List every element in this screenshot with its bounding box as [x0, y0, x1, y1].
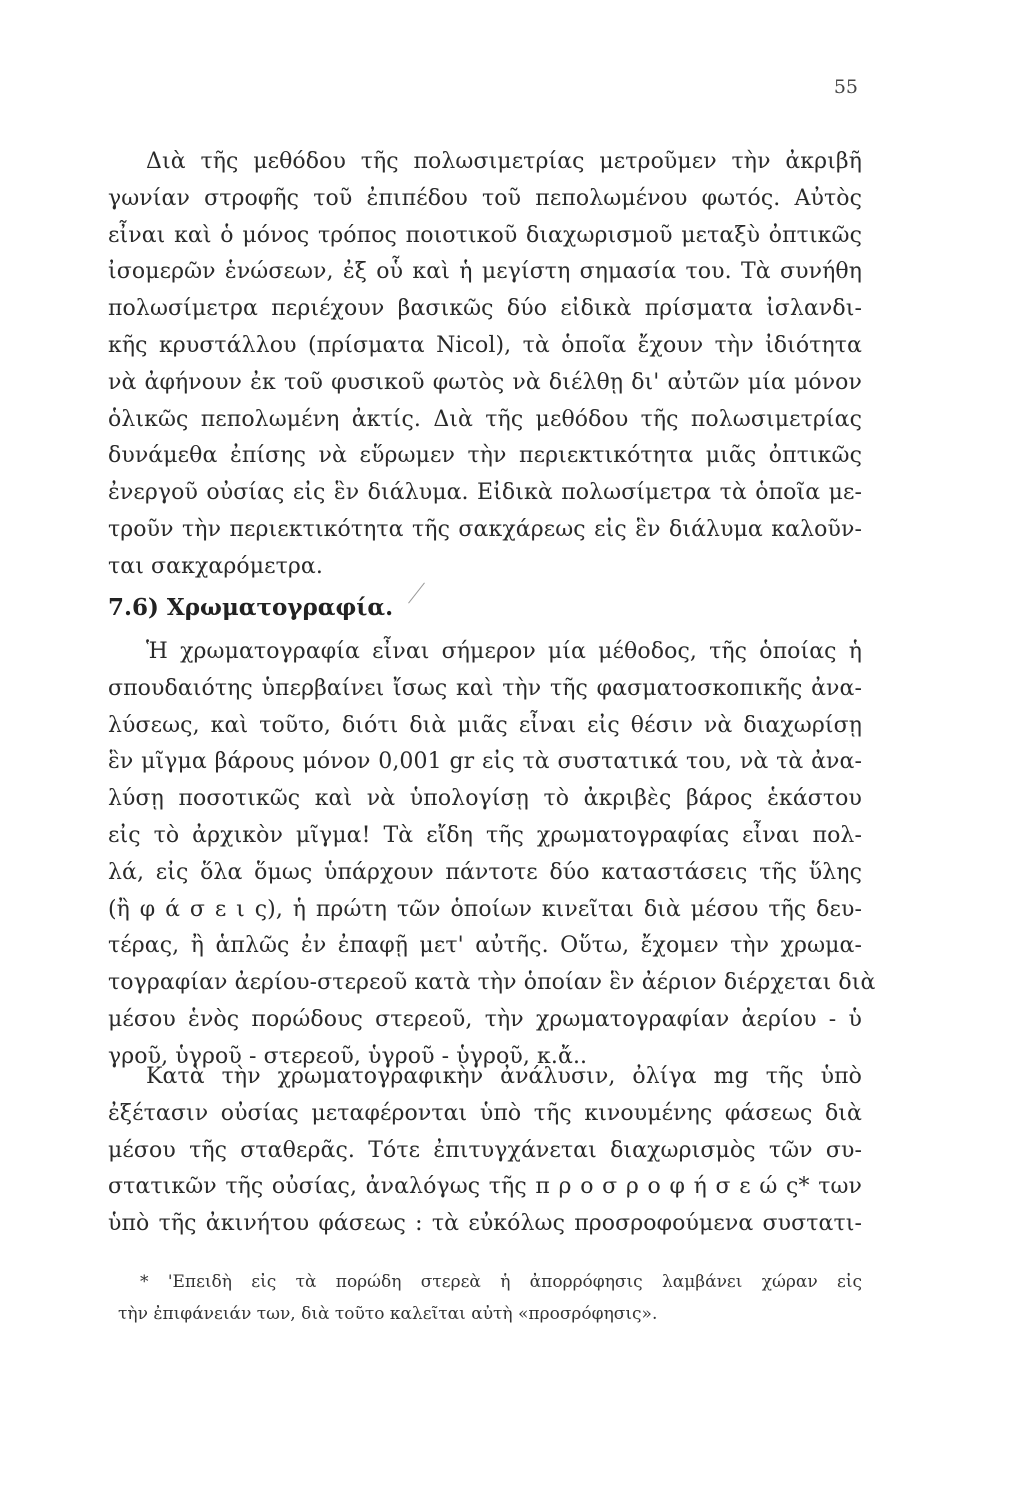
footnote-line: τὴν ἐπιφάνειάν των, διὰ τοῦτο καλεῖται αὐτὴ «προσρόφησις». — [118, 1304, 658, 1324]
text-line: δυνάμεθα ἐπίσης νὰ εὕρωμεν τὴν περιεκτικότητα μιᾶς ὀπτικῶς — [108, 443, 862, 469]
text-line: τροῦν τὴν περιεκτικότητα τῆς σακχάρεως εἰς ἓν διάλυμα καλοῦν- — [108, 516, 862, 542]
text-line: εἰς τὸ ἀρχικὸν μῖγμα! Τὰ εἴδη τῆς χρωματογραφίας εἶναι πολ- — [108, 822, 862, 848]
paragraph-polarimetry — [108, 144, 862, 586]
paragraph-chromatography-intro — [108, 634, 876, 1076]
text-line: νὰ ἀφήνουν ἐκ τοῦ φυσικοῦ φωτὸς νὰ διέλθῃ δι' αὐτῶν μία μόνον — [108, 369, 862, 395]
text-line: ἐνεργοῦ οὐσίας εἰς ἓν διάλυμα. Εἰδικὰ πολωσίμετρα τὰ ὁποῖα με- — [108, 480, 862, 506]
text-line: στατικῶν τῆς οὐσίας, ἀναλόγως τῆς π ρ ο σ ρ ο φ ή σ ε ώ ς* των — [108, 1174, 862, 1200]
text-line: μέσου ἑνὸς πορώδους στερεοῦ, τὴν χρωματογραφίαν ἀερίου - ὑ — [108, 1006, 862, 1032]
text-line: κῆς κρυστάλλου (πρίσματα Nicol), τὰ ὁποῖα ἔχουν τὴν ἰδιότητα — [108, 332, 862, 358]
text-line: ται σακχαρόμετρα. — [108, 553, 323, 579]
page-number: 55 — [833, 76, 858, 98]
text-line: ἓν μῖγμα βάρους μόνον 0,001 gr εἰς τὰ συστατικά του, νὰ τὰ ἀνα- — [108, 749, 862, 775]
footnote — [118, 1266, 862, 1330]
section-heading: 7.6) Χρωματογραφία. — [108, 594, 394, 621]
text-line: γωνίαν στροφῆς τοῦ ἐπιπέδου τοῦ πεπολωμένου φωτός. Αὐτὸς — [108, 185, 862, 211]
text-line: τογραφίαν ἀερίου-στερεοῦ κατὰ τὴν ὁποίαν ἓν ἀέριον διέρχεται διὰ — [108, 970, 876, 996]
text-line: (ἢ φ ά σ ε ι ς), ἡ πρώτη τῶν ὁποίων κινεῖται διὰ μέσου τῆς δευ- — [108, 896, 862, 922]
text-line: πολωσίμετρα περιέχουν βασικῶς δύο εἰδικὰ πρίσματα ἰσλανδι- — [108, 296, 862, 322]
text-line: ἐξέτασιν οὐσίας μεταφέρονται ὑπὸ τῆς κινουμένης φάσεως διὰ — [108, 1100, 862, 1126]
text-line: λά, εἰς ὅλα ὅμως ὑπάρχουν πάντοτε δύο καταστάσεις τῆς ὕλης — [108, 859, 862, 885]
text-line: εἶναι καὶ ὁ μόνος τρόπος ποιοτικοῦ διαχωρισμοῦ μεταξὺ ὀπτικῶς — [108, 222, 862, 248]
text-line: λύσῃ ποσοτικῶς καὶ νὰ ὑπολογίσῃ τὸ ἀκριβὲς βάρος ἑκάστου — [108, 786, 862, 812]
text-line: Ἡ χρωματογραφία εἶναι σήμερον μία μέθοδος, τῆς ὁποίας ἡ — [146, 639, 862, 664]
text-line: τέρας, ἢ ἁπλῶς ἐν ἐπαφῇ μετ' αὐτῆς. Οὕτω, ἔχομεν τὴν χρωμα- — [108, 933, 862, 959]
text-line: Διὰ τῆς μεθόδου τῆς πολωσιμετρίας μετροῦμεν τὴν ἀκριβῆ — [146, 149, 862, 174]
footnote-line: * 'Επειδὴ εἰς τὰ πορώδη στερεὰ ἡ ἀπορρόφησις λαμβάνει χώραν εἰς — [140, 1272, 862, 1292]
text-line: μέσου τῆς σταθερᾶς. Τότε ἐπιτυγχάνεται διαχωρισμὸς τῶν συ- — [108, 1137, 862, 1163]
text-line: ὁλικῶς πεπολωμένη ἀκτίς. Διὰ τῆς μεθόδου τῆς πολωσιμετρίας — [108, 406, 862, 432]
stray-pencil-mark — [408, 582, 425, 603]
text-line: σπουδαιότης ὑπερβαίνει ἴσως καὶ τὴν τῆς φασματοσκοπικῆς ἀνα- — [108, 675, 862, 701]
text-line: λύσεως, καὶ τοῦτο, διότι διὰ μιᾶς εἶναι εἰς θέσιν νὰ διαχωρίσῃ — [108, 712, 862, 738]
text-line: γροῦ, ὑγροῦ - στερεοῦ, ὑγροῦ - ὑγροῦ, κ.ἄ.. — [108, 1043, 588, 1069]
paragraph-chromatographic-analysis — [108, 1059, 862, 1243]
text-line: ὑπὸ τῆς ἀκινήτου φάσεως : τὰ εὐκόλως προσροφούμενα συστατι- — [108, 1211, 862, 1237]
text-line: Κατὰ τὴν χρωματογραφικὴν ἀνάλυσιν, ὀλίγα mg τῆς ὑπὸ — [146, 1064, 862, 1089]
text-line: ἰσομερῶν ἑνώσεων, ἐξ οὗ καὶ ἡ μεγίστη σημασία του. Τὰ συνήθη — [108, 259, 862, 285]
